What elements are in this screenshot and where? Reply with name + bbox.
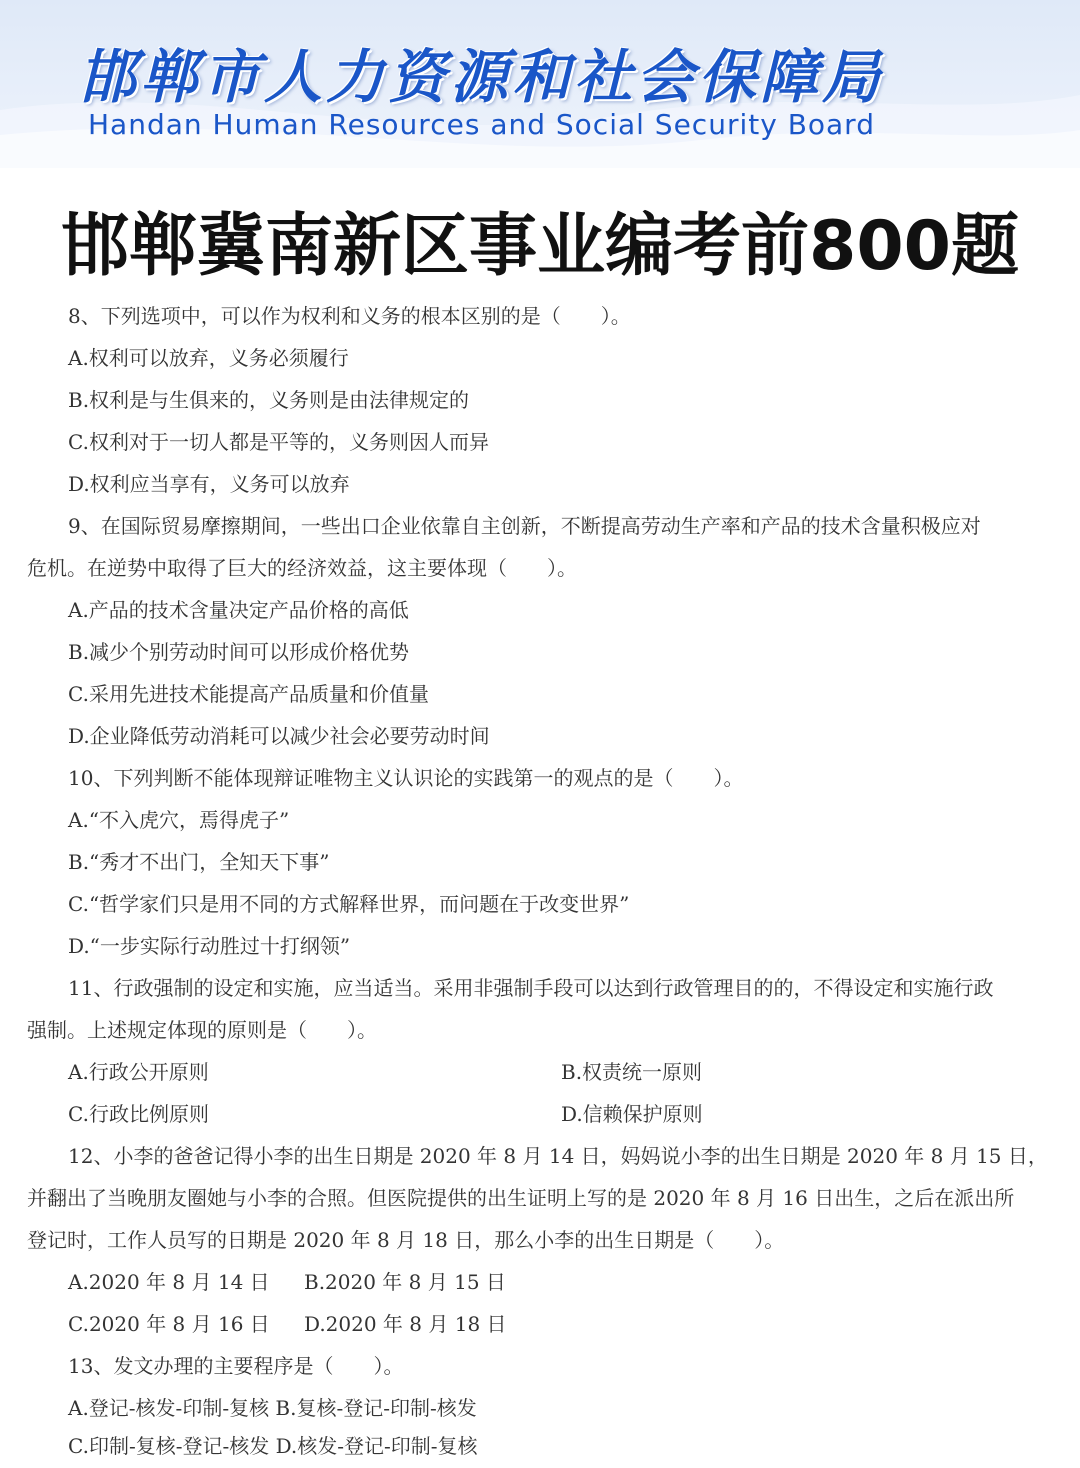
q9-option-b: B.减少个别劳动时间可以形成价格优势 xyxy=(68,640,410,664)
q10-option-a: A.“不入虎穴，焉得虎子” xyxy=(68,808,290,832)
q8-option-a: A.权利可以放弃，义务必须履行 xyxy=(68,346,349,370)
q11-option-d: D.信赖保护原则 xyxy=(561,1102,703,1126)
q12-option-c: C.2020 年 8 月 16 日 xyxy=(68,1312,270,1336)
q9-stem-line1: 9、在国际贸易摩擦期间，一些出口企业依靠自主创新，不断提高劳动生产率和产品的技术含量积极应对 xyxy=(68,514,981,538)
q9-option-d: D.企业降低劳动消耗可以减少社会必要劳动时间 xyxy=(68,724,490,748)
q10-option-d: D.“一步实际行动胜过十打纲领” xyxy=(68,934,351,958)
q8-stem: 8、下列选项中，可以作为权利和义务的根本区别的是（ ）。 xyxy=(68,304,631,328)
header-banner xyxy=(0,0,1080,168)
q12-stem-line1: 12、小李的爸爸记得小李的出生日期是 2020 年 8 月 14 日，妈妈说小李的出生日期是 2020 年 8 月 15 日， xyxy=(68,1144,1048,1168)
q12-options-row2 xyxy=(0,1304,1080,1346)
q8-option-d: D.权利应当享有，义务可以放弃 xyxy=(68,472,350,496)
q8-option-c: C.权利对于一切人都是平等的，义务则因人而异 xyxy=(68,430,489,454)
q11-option-a: A.行政公开原则 xyxy=(68,1060,209,1084)
page-title: 邯郸冀南新区事业编考前800题 xyxy=(61,207,1019,286)
q11-stem-line2: 强制。上述规定体现的原则是（ ）。 xyxy=(27,1018,377,1042)
q10-option-c: C.“哲学家们只是用不同的方式解释世界，而问题在于改变世界” xyxy=(68,892,630,916)
q11-options-row1 xyxy=(0,1052,1080,1094)
q10-stem: 10、下列判断不能体现辩证唯物主义认识论的实践第一的观点的是（ ）。 xyxy=(68,766,744,790)
q12-options-row1 xyxy=(0,1262,1080,1304)
q13-options-cd: C.印制-复核-登记-核发 D.核发-登记-印制-复核 xyxy=(68,1434,478,1458)
q8-option-b: B.权利是与生俱来的，义务则是由法律规定的 xyxy=(68,388,470,412)
q12-stem-line2: 并翻出了当晚朋友圈她与小李的合照。但医院提供的出生证明上写的是 2020 年 8 月 16 日出生，之后在派出所 xyxy=(27,1186,1015,1210)
q10-option-b: B.“秀才不出门，全知天下事” xyxy=(68,850,330,874)
q11-stem-line1: 11、行政强制的设定和实施，应当适当。采用非强制手段可以达到行政管理目的的，不得设定和实施行政 xyxy=(68,976,994,1000)
org-name-chinese: 邯郸市人力资源和社会保障局 xyxy=(78,43,885,111)
q9-stem-line2: 危机。在逆势中取得了巨大的经济效益，这主要体现（ ）。 xyxy=(27,556,577,580)
q12-option-d: D.2020 年 8 月 18 日 xyxy=(304,1312,507,1336)
q13-stem: 13、发文办理的主要程序是（ ）。 xyxy=(68,1354,404,1378)
org-name-english: Handan Human Resources and Social Security Board xyxy=(88,108,875,141)
q11-option-c: C.行政比例原则 xyxy=(68,1102,209,1126)
q9-option-c: C.采用先进技术能提高产品质量和价值量 xyxy=(68,682,429,706)
q12-option-a: A.2020 年 8 月 14 日 xyxy=(68,1270,270,1294)
q12-stem-line3: 登记时，工作人员写的日期是 2020 年 8 月 18 日，那么小李的出生日期是（ ）。 xyxy=(27,1228,785,1252)
q12-option-b: B.2020 年 8 月 15 日 xyxy=(304,1270,506,1294)
q11-options-row2 xyxy=(0,1094,1080,1136)
q9-option-a: A.产品的技术含量决定产品价格的高低 xyxy=(68,598,409,622)
q11-option-b: B.权责统一原则 xyxy=(561,1060,703,1084)
q13-options-ab: A.登记-核发-印制-复核 B.复核-登记-印制-核发 xyxy=(68,1396,477,1420)
